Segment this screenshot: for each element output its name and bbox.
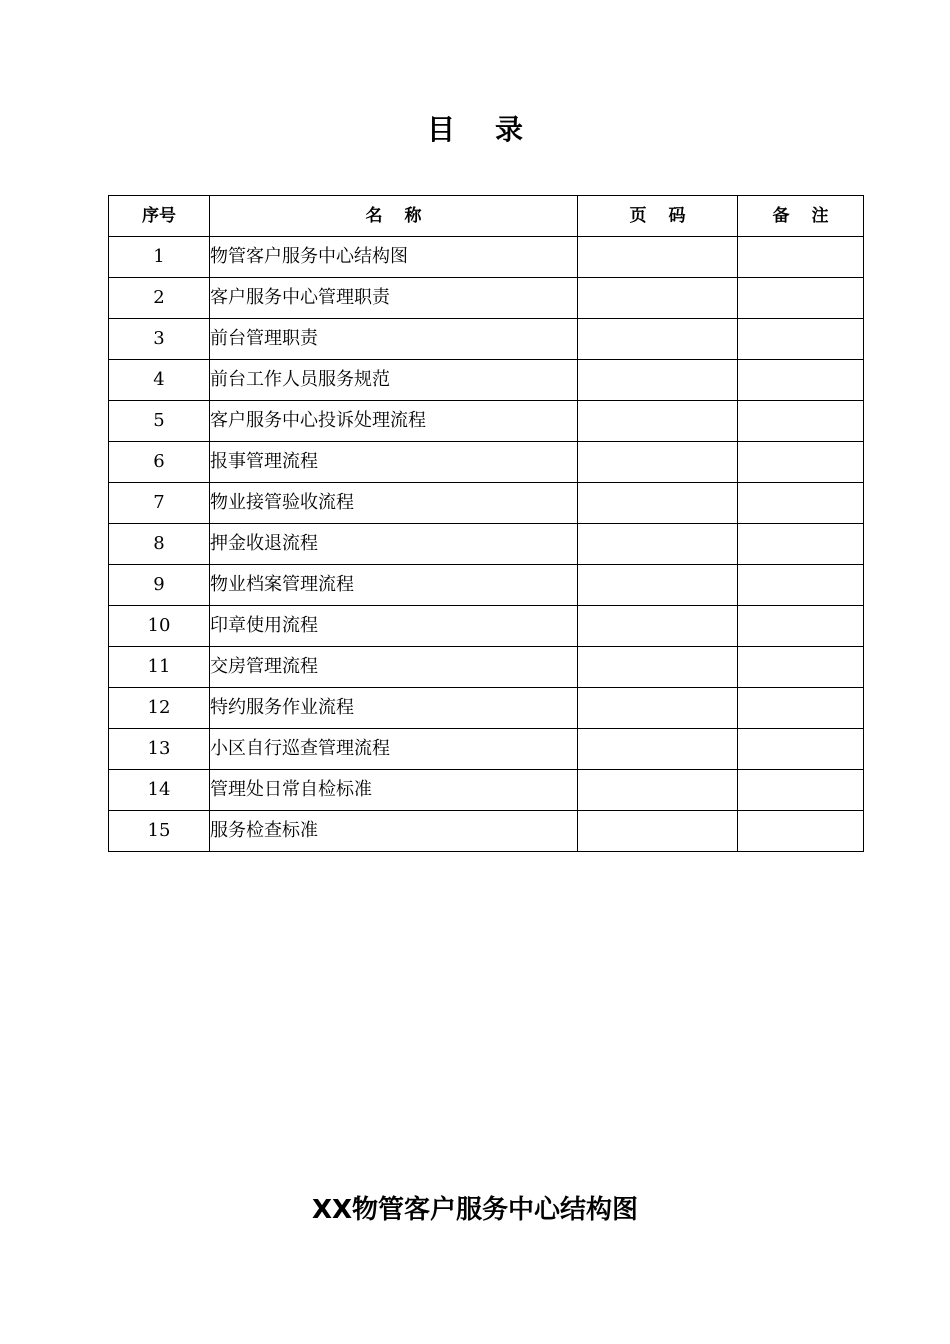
row-name: 客户服务中心投诉处理流程 (210, 401, 578, 442)
row-note (738, 647, 864, 688)
row-page (578, 811, 738, 852)
row-number: 13 (109, 729, 210, 770)
row-number: 10 (109, 606, 210, 647)
row-page (578, 524, 738, 565)
row-number: 7 (109, 483, 210, 524)
row-page (578, 688, 738, 729)
table-row (109, 360, 864, 401)
row-number: 5 (109, 401, 210, 442)
row-page (578, 278, 738, 319)
row-number: 2 (109, 278, 210, 319)
row-number: 3 (109, 319, 210, 360)
row-note (738, 606, 864, 647)
row-number: 12 (109, 688, 210, 729)
row-page (578, 360, 738, 401)
row-note (738, 401, 864, 442)
header-note: 备注 (738, 196, 864, 237)
table-row (109, 606, 864, 647)
row-name: 前台工作人员服务规范 (210, 360, 578, 401)
table-row (109, 770, 864, 811)
row-name: 特约服务作业流程 (210, 688, 578, 729)
row-page (578, 565, 738, 606)
table-row (109, 237, 864, 278)
row-note (738, 811, 864, 852)
row-number: 11 (109, 647, 210, 688)
table-row (109, 688, 864, 729)
row-page (578, 319, 738, 360)
row-number: 1 (109, 237, 210, 278)
row-name: 小区自行巡查管理流程 (210, 729, 578, 770)
header-seq: 序号 (109, 196, 210, 237)
row-note (738, 688, 864, 729)
row-page (578, 729, 738, 770)
table-row (109, 811, 864, 852)
row-number: 6 (109, 442, 210, 483)
row-note (738, 237, 864, 278)
row-note (738, 524, 864, 565)
row-number: 14 (109, 770, 210, 811)
toc-body (109, 237, 864, 852)
row-name: 物业档案管理流程 (210, 565, 578, 606)
table-row (109, 483, 864, 524)
row-number: 9 (109, 565, 210, 606)
row-name: 前台管理职责 (210, 319, 578, 360)
table-row (109, 647, 864, 688)
row-page (578, 401, 738, 442)
row-page (578, 483, 738, 524)
row-note (738, 565, 864, 606)
row-number: 8 (109, 524, 210, 565)
row-note (738, 483, 864, 524)
row-note (738, 278, 864, 319)
row-name: 客户服务中心管理职责 (210, 278, 578, 319)
table-row (109, 442, 864, 483)
row-name: 印章使用流程 (210, 606, 578, 647)
toc-table (108, 195, 864, 852)
row-page (578, 606, 738, 647)
table-row (109, 729, 864, 770)
row-note (738, 729, 864, 770)
header-page: 页码 (578, 196, 738, 237)
header-name: 名称 (210, 196, 578, 237)
table-row (109, 401, 864, 442)
row-name: 报事管理流程 (210, 442, 578, 483)
row-page (578, 442, 738, 483)
row-note (738, 770, 864, 811)
row-page (578, 647, 738, 688)
table-row (109, 278, 864, 319)
row-note (738, 319, 864, 360)
row-number: 4 (109, 360, 210, 401)
table-header-row (109, 196, 864, 237)
row-note (738, 360, 864, 401)
table-row (109, 319, 864, 360)
row-name: 押金收退流程 (210, 524, 578, 565)
row-name: 交房管理流程 (210, 647, 578, 688)
row-name: 物业接管验收流程 (210, 483, 578, 524)
section-title: XX物管客户服务中心结构图 (311, 1195, 639, 1225)
row-name: 物管客户服务中心结构图 (210, 237, 578, 278)
row-page (578, 237, 738, 278)
row-note (738, 442, 864, 483)
row-number: 15 (109, 811, 210, 852)
row-page (578, 770, 738, 811)
page-title: 目录 (426, 113, 563, 146)
row-name: 管理处日常自检标准 (210, 770, 578, 811)
table-row (109, 524, 864, 565)
row-name: 服务检查标准 (210, 811, 578, 852)
table-row (109, 565, 864, 606)
